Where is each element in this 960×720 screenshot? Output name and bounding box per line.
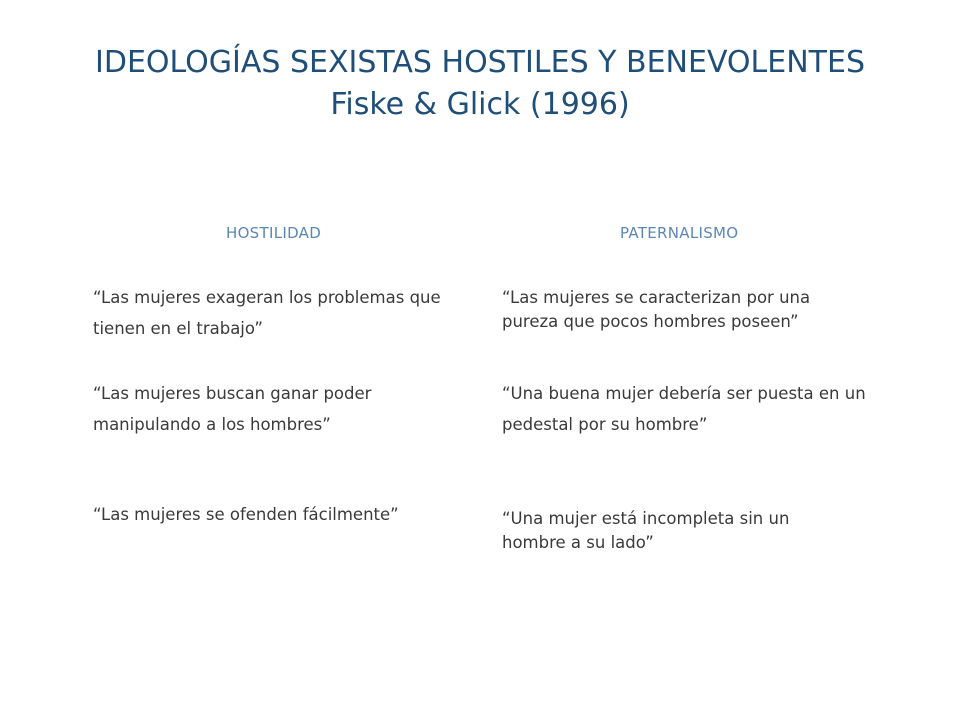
paternalismo-quote-2: “Una buena mujer debería ser puesta en un pedestal por su hombre” (502, 384, 866, 434)
paternalismo-heading: PATERNALISMO (620, 224, 739, 242)
paternalismo-quote-1: “Las mujeres se caracterizan por una pureza que pocos hombres poseen” (502, 288, 811, 331)
hostilidad-heading: HOSTILIDAD (226, 224, 322, 242)
hostilidad-quote-1: “Las mujeres exageran los problemas que tienen en el trabajo” (93, 288, 441, 338)
slide-title (0, 42, 960, 126)
hostilidad-quote-2: “Las mujeres buscan ganar poder manipulando a los hombres” (93, 384, 372, 434)
slide-title-main: IDEOLOGÍAS SEXISTAS HOSTILES Y BENEVOLENTES (95, 45, 865, 80)
hostilidad-quote-3: “Las mujeres se ofenden fácilmente” (93, 505, 399, 524)
slide-title-authors: Fiske & Glick (1996) (330, 87, 630, 122)
paternalismo-quote-3: “Una mujer está incompleta sin un hombre a su lado” (502, 509, 790, 552)
